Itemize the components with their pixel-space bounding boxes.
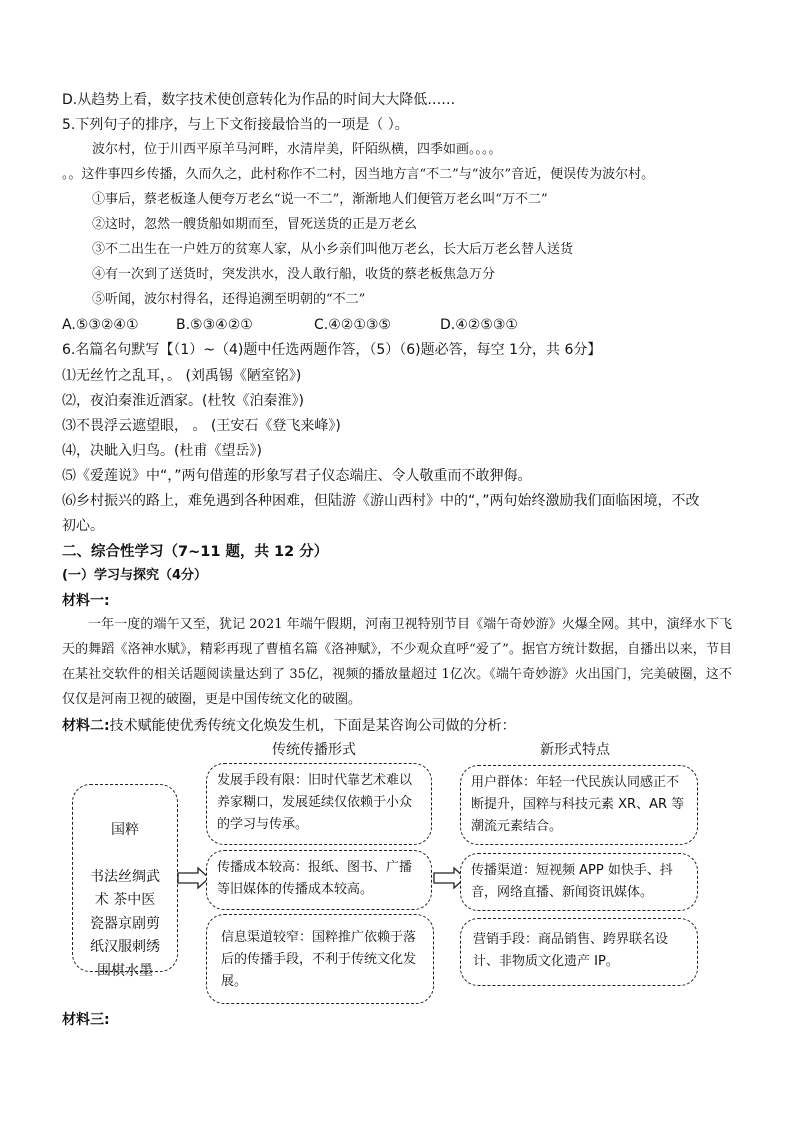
q5-option-c: C.④②①③⑤	[314, 317, 391, 333]
q5-option-b: B.⑤③④②①	[176, 317, 253, 333]
guocui-items: 书法丝绸武 术 茶中医 瓷器京剧剪 纸汉服刺绣 围棋水墨	[90, 868, 160, 979]
q5-item-2: ②这时，忽然一艘货船如期而至，冒死送货的正是万老幺	[92, 217, 418, 232]
new-box-3: 营销手段：商品销售、跨界联名设计、非物质文化遗产 IP。	[460, 918, 698, 986]
material1-text: 一年一度的端午又至，犹记 2021 年端午假期，河南卫视特别节目《端午奇妙游》火爆全网。其中，演绎水下飞天的舞蹈《洛神水赋》，精彩再现了曹植名篇《洛神赋》，不少观众直呼“爱了”。据官方统计数据，自播出以来，节目在某社交软件的相关话题阅读量达到了 35亿，视频的播放量超过 1亿次。《端午奇妙游》火出国门，完美破圈，这不仅仅是河南卫视的破圈，更是中国传统文化的破圈。	[62, 617, 732, 707]
q4-option-d: D.从趋势上看，数字技术使创意转化为作品的时间大大降低……	[62, 92, 456, 108]
q6-line-5: ⑸《爱莲说》中“，”两句借莲的形象写君子仪态端庄、令人敬重而不敢狎侮。	[62, 468, 532, 484]
section-subheading: (一）学习与探究（4分）	[62, 568, 207, 583]
q6-line-1: ⑴无丝竹之乱耳，。 (刘禹锡《陋室铭》)	[62, 368, 302, 384]
q5-item-4: ④有一次到了送货时，突发洪水，没人敢行船，收货的蔡老板焦急万分	[92, 267, 496, 282]
traditional-box-3: 信息渠道较窄：国粹推广依赖于落后的传播手段，不利于传统文化发展。	[206, 914, 434, 1004]
material1-label: 材料一:	[62, 593, 110, 609]
q5-context-2: 。。这件事四乡传播，久而久之，此村称作不二村，因当地方言“不二”与“波尔”音近，便误传为波尔村。	[62, 167, 655, 182]
q6-line-4: ⑷，决眦入归鸟。(杜甫《望岳》)	[62, 443, 262, 459]
q5-context-1: 波尔村，位于川西平原羊马河畔，水清岸美，阡陌纵横，四季如画。。。。	[92, 142, 502, 157]
q6-line-7: 初心。	[62, 518, 104, 534]
traditional-box-1: 发展手段有限：旧时代靠艺术难以养家糊口，发展延续仅依赖于小众的学习与传承。	[206, 763, 432, 845]
material2-heading	[62, 716, 516, 736]
q5-option-a: A.⑤③②④①	[62, 317, 139, 333]
new-box-1: 用户群体：年轻一代民族认同感正不断提升，国粹与科技元素 XR、AR 等潮流元素结合。	[460, 765, 698, 845]
material2-label: 材料二:	[62, 718, 110, 734]
q5-item-5: ⑤听闻，波尔村得名，还得追溯至明朝的“不二”	[92, 292, 366, 307]
q5-item-1: ①事后，蔡老板逢人便夸万老幺“说一不二”，渐渐地人们便管万老幺叫“万不二”	[92, 192, 548, 207]
q6-line-3: ⑶不畏浮云遮望眼， 。 (王安石《登飞来峰》)	[62, 418, 341, 434]
guocui-box	[72, 784, 178, 979]
q6-line-6: ⑹乡村振兴的路上，难免遇到各种困难，但陆游《游山西村》中的“，”两句始终激励我们面临困境，不改	[62, 493, 700, 509]
traditional-box-2: 传播成本较高：报纸、图书、广播等旧媒体的传播成本较高。	[206, 850, 432, 910]
guocui-title: 国粹	[111, 821, 139, 838]
section-heading: 二、综合性学习（7~11 题，共 12 分）	[62, 544, 329, 560]
new-box-2: 传播渠道：短视频 APP 如快手、抖音，网络直播、新闻资讯媒体。	[460, 853, 698, 911]
q5-item-3: ③不二出生在一户姓万的贫寒人家，从小乡亲们叫他万老幺，长大后万老幺替人送货	[92, 242, 574, 257]
q5-option-d: D.④②⑤③①	[440, 317, 518, 333]
col-new-heading: 新形式特点	[540, 742, 610, 758]
q6-line-2: ⑵，夜泊秦淮近酒家。(杜牧《泊秦淮》)	[62, 393, 304, 409]
col-traditional-heading: 传统传播形式	[272, 742, 356, 758]
material2-intro: 技术赋能使优秀传统文化焕发生机，下面是某咨询公司做的分析：	[109, 718, 516, 734]
material3-label: 材料三:	[62, 1012, 110, 1028]
q5-stem: 5.下列句子的排序，与上下文衔接最恰当的一项是（ ）。	[62, 117, 409, 133]
q6-stem: 6.名篇名句默写【（1）~（4)题中任选两题作答，（5）（6)题必答，每空 1分，共 6分】	[62, 342, 602, 358]
